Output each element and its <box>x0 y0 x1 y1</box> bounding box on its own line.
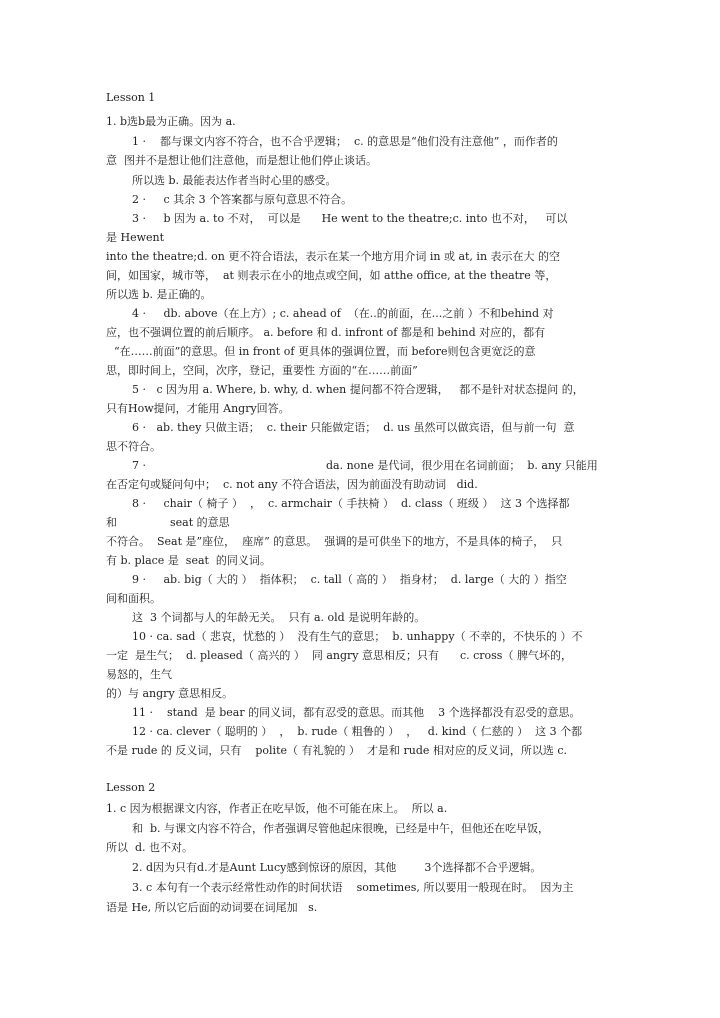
text-line: 思，即时间上，空间，次序，登记，重要性 方面的“在……前面” <box>106 364 418 377</box>
lesson-2-heading: Lesson 2 <box>106 781 156 794</box>
text-line: 有 b. place 是 seat 的同义词。 <box>106 554 271 567</box>
text-line: 2. d因为只有d.才是Aunt Lucy感到惊讶的原因，其他 3个选择都不合乎逻辑。 <box>132 861 542 874</box>
text-line: 7 · <box>132 459 146 472</box>
text-line: 12 · ca. clever（ 聪明的 ） ， b. rude（ 粗鲁的 ） ， d. kind（ 仁慈的 ） 这 3 个都 <box>132 725 583 738</box>
text-line: 11 · stand 是 bear 的同义词，都有忍受的意思。而其他 3 个选择都没有忍受的意思。 <box>132 706 581 719</box>
text-line: 1 · 都与课文内容不符合，也不合乎逻辑； c. 的意思是“他们没有注意他” ，而作者的 <box>132 135 558 148</box>
text-line: 语是 He, 所以它后面的动词要在词尾加 s. <box>106 901 318 914</box>
text-line: 所以 d. 也不对。 <box>106 841 194 854</box>
text-line: 4 · db. above（在上方）; c. ahead of （在..的前面，在...之前 ）不和behind 对 <box>132 307 554 320</box>
text-line: 是 Hewent <box>106 231 165 244</box>
text-line: 1. b选b最为正确。因为 a. <box>106 115 236 128</box>
text-line: 间和面积。 <box>106 592 161 605</box>
text-line: 不是 rude 的 反义词，只有 polite（ 有礼貌的 ） 才是和 rude 相对应的反义词，所以选 c. <box>106 744 568 757</box>
text-line: 的）与 angry 意思相反。 <box>106 687 234 700</box>
text-line: 8 · chair（ 椅子 ） ， c. armchair（ 手扶椅 ） d. class（ 班级 ） 这 3 个选择都 <box>132 497 570 510</box>
text-line: into the theatre;d. on 更不符合语法，表示在某一个地方用介词 in 或 at, in 表示在大 的空 <box>106 250 561 263</box>
text-line: 9 · ab. big（ 大的 ） 指体积； c. tall（ 高的 ） 指身材； d. large（ 大的 ）指空 <box>132 573 567 586</box>
text-line: 6 · ab. they 只做主语； c. their 只能做定语； d. us 虽然可以做宾语，但与前一句 意 <box>132 421 575 434</box>
text-line: 所以选 b. 是正确的。 <box>106 288 212 301</box>
text-line: 这 3 个词都与人的年龄无关。 只有 a. old 是说明年龄的。 <box>132 611 426 624</box>
text-line: 思不符合。 <box>106 440 161 453</box>
text-line: 5 · c 因为用 a. Where, b. why, d. when 提问都不符合逻辑， 都不是针对状态提问 的， <box>132 383 584 396</box>
text-line: 10 · ca. sad（ 悲哀，忧愁的 ） 没有生气的意思； b. unhappy（ 不幸的，不快乐的 ）不 <box>132 630 583 643</box>
text-line: seat 的意思 <box>170 516 230 529</box>
text-line: 和 <box>106 516 117 529</box>
text-line: 间，如国家，城市等， at 则表示在小的地点或空间，如 atthe office, at the theatre 等， <box>106 269 557 282</box>
text-line: 不符合。 Seat 是”座位， 座席” 的意思。 强调的是可供坐下的地方，不是具体的椅子， 只 <box>106 535 563 548</box>
text-line: 只有How提问，才能用 Angry回答。 <box>106 402 290 415</box>
text-line: 所以选 b. 最能表达作者当时心里的感受。 <box>132 174 337 187</box>
lesson-1-heading: Lesson 1 <box>106 91 156 104</box>
text-line: “在……前面”的意思。但 in front of 更具体的强调位置，而 before则包含更宽泛的意 <box>114 345 536 358</box>
text-line: da. none 是代词，很少用在名词前面； b. any 只能用 <box>326 459 598 472</box>
text-line: 2 · c 其余 3 个答案都与原句意思不符合。 <box>132 193 353 206</box>
text-line: 一定 是生气； d. pleased（ 高兴的 ） 同 angry 意思相反；只有 c. cross（ 脾气坏的， <box>106 649 572 662</box>
text-line: 3. c 本句有一个表示经常性动作的时间状语 sometimes, 所以要用一般现在时。 因为主 <box>132 881 574 894</box>
text-line: 易怒的，生气 <box>106 668 172 681</box>
text-line: 3 · b 因为 a. to 不对， 可以是 He went to the theatre;c. into 也不对， 可以 <box>132 212 568 225</box>
text-line: 1. c 因为根据课文内容，作者正在吃早饭，他不可能在床上。 所以 a. <box>106 802 448 815</box>
text-line: 意 图并不是想让他们注意他，而是想让他们停止谈话。 <box>106 154 377 167</box>
text-line: 在否定句或疑问句中； c. not any 不符合语法，因为前面没有助动词 did. <box>106 478 478 491</box>
text-line: 和 b. 与课文内容不符合，作者强调尽管他起床很晚，已经是中午，但他还在吃早饭， <box>132 822 550 835</box>
text-line: 应，也不强调位置的前后顺序。 a. before 和 d. infront of 都是和 behind 对应的，都有 <box>106 326 546 339</box>
